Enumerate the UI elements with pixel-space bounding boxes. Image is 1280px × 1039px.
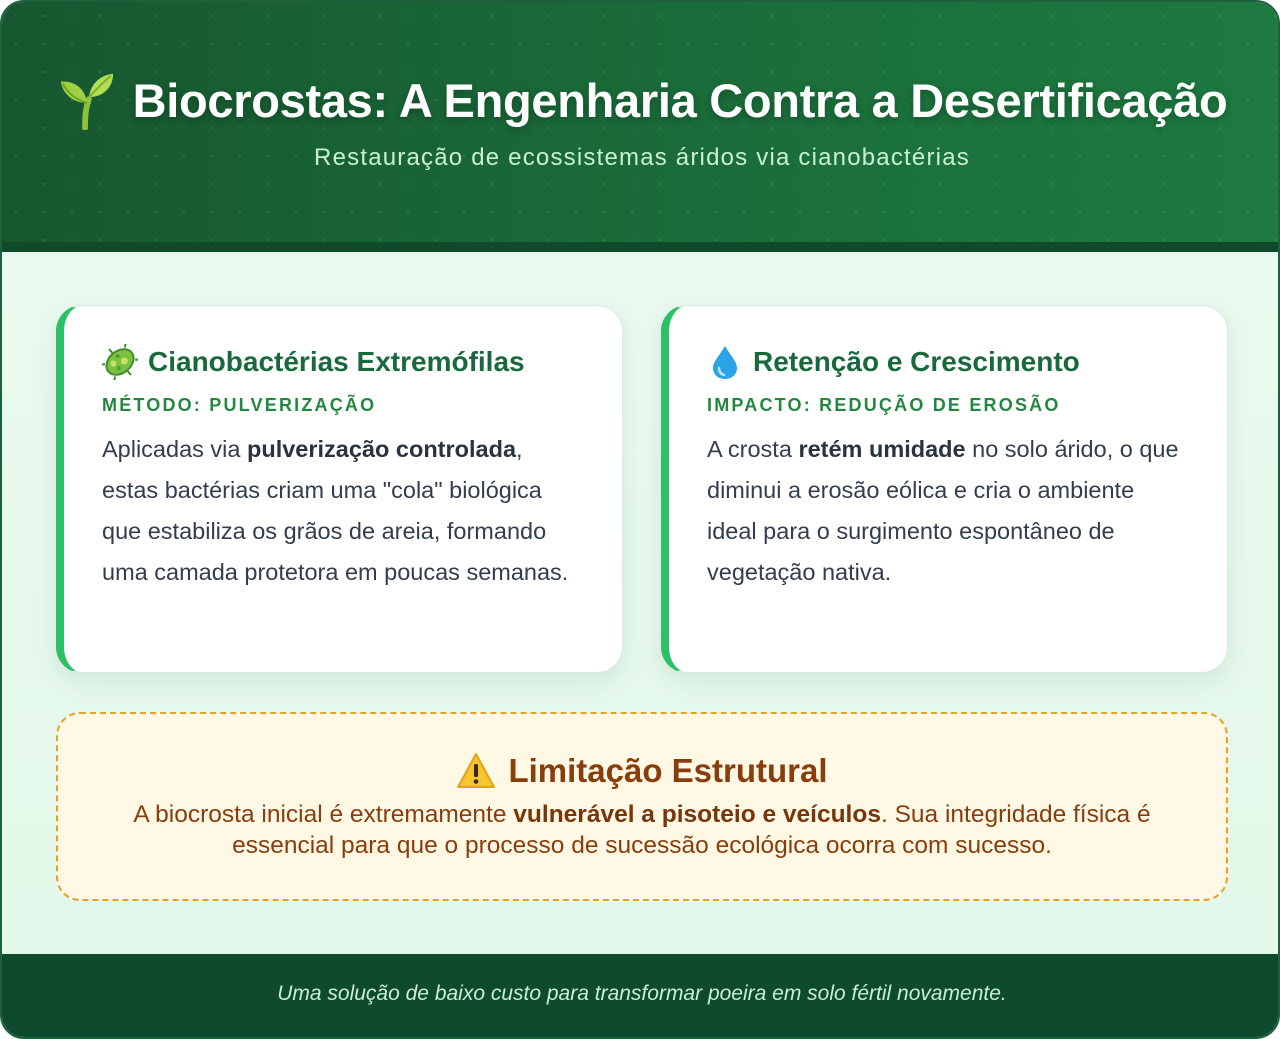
card-body-text: A crosta: [707, 436, 799, 462]
card-header: [102, 344, 525, 380]
card-header: [707, 344, 1080, 380]
microbe-icon: [102, 344, 138, 380]
seedling-icon: [57, 70, 115, 130]
card-body-text: , estas bactérias criam uma "cola" biológica que estabiliza os grãos de areia, formando uma camada protetora em poucas semanas.: [102, 436, 569, 585]
card-tag: IMPACTO: REDUÇÃO DE EROSÃO: [707, 395, 1061, 415]
footer-tagline: Uma solução de baixo custo para transformar poeira em solo fértil novamente.: [277, 982, 1007, 1005]
card-retention: [661, 305, 1228, 673]
page-subtitle: Restauração de ecossistemas áridos via cianobactérias: [314, 144, 970, 171]
warning-title: Limitação Estrutural: [508, 752, 828, 789]
card-body: [707, 429, 1187, 593]
warning-body-text: A biocrosta inicial é extremamente: [133, 801, 514, 828]
warning-body-highlight: vulnerável a pisoteio e veículos: [513, 801, 881, 828]
warning-icon: [456, 752, 496, 790]
card-body: [102, 429, 582, 593]
card-body-text: Aplicadas via: [102, 436, 247, 462]
card-body-text: no solo árido, o que diminui a erosão eólica e cria o ambiente ideal para o surgimento espontâneo de vegetação nativa.: [707, 436, 1179, 585]
page-title: Biocrostas: A Engenharia Contra a Desertificação: [132, 73, 1228, 127]
warning-body: [98, 799, 1186, 861]
droplet-icon: [707, 344, 743, 380]
warning-box: [56, 712, 1228, 901]
card-cyanobacteria: [56, 305, 623, 673]
warning-body-text: . Sua integridade física é essencial para que o processo de sucessão ecológica ocorra com sucesso.: [232, 801, 1151, 859]
header-banner: [2, 2, 1280, 252]
card-title: Retenção e Crescimento: [753, 346, 1080, 377]
title-row: [2, 68, 1280, 132]
card-tag: MÉTODO: PULVERIZAÇÃO: [102, 395, 377, 415]
footer-banner: [2, 954, 1280, 1039]
card-body-highlight: retém umidade: [798, 436, 966, 462]
warning-header: [58, 752, 1226, 790]
card-title: Cianobactérias Extremófilas: [148, 346, 525, 377]
card-body-highlight: pulverização controlada: [247, 436, 517, 462]
